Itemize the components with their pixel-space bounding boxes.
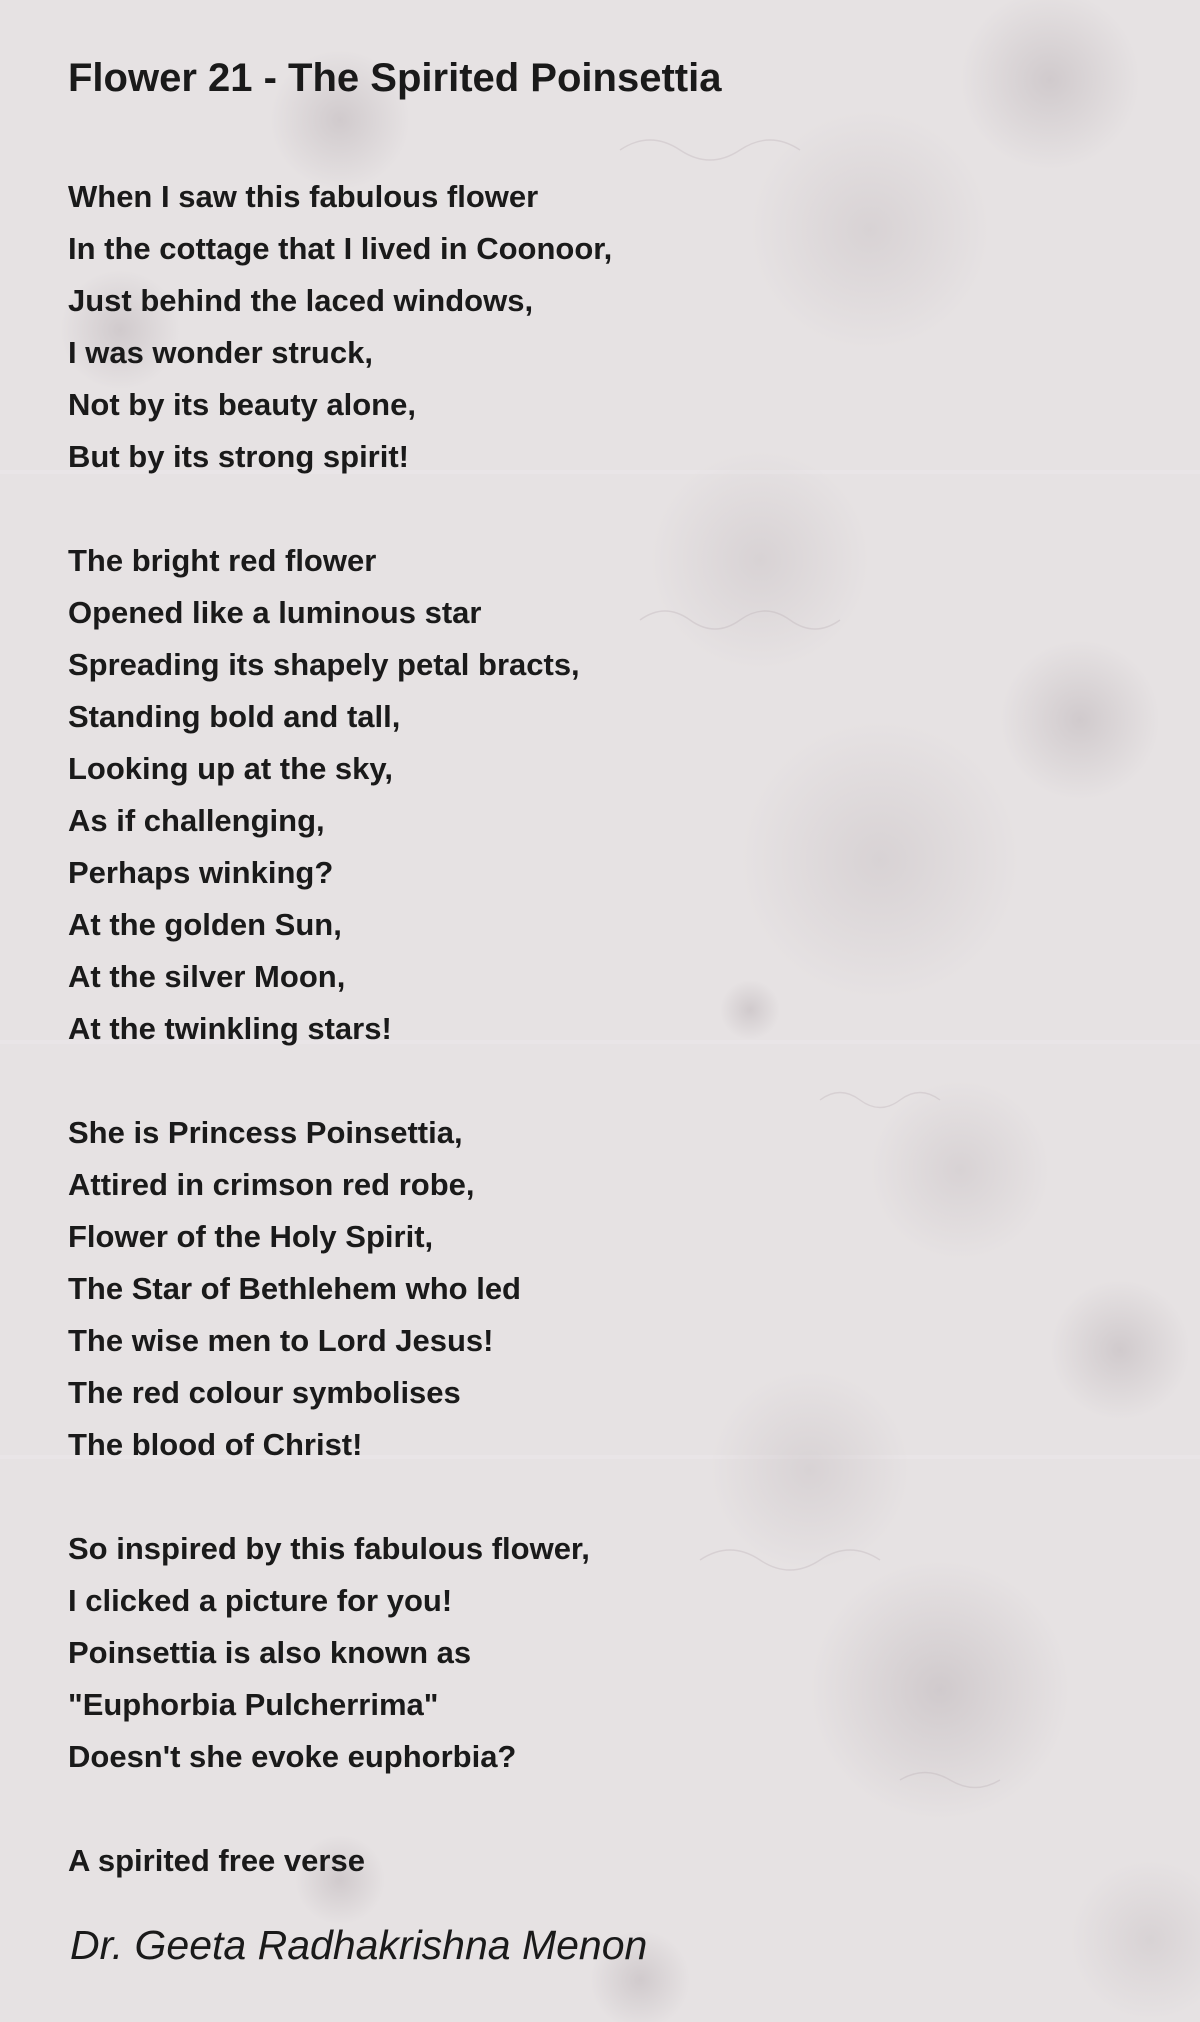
stanza	[68, 1835, 1148, 1887]
poem-line: The red colour symbolises	[68, 1375, 461, 1410]
poem-line: Opened like a luminous star	[68, 595, 482, 630]
stanza	[68, 1107, 1148, 1471]
poem-title: Flower 21 - The Spirited Poinsettia	[68, 56, 722, 100]
poem-line: The blood of Christ!	[68, 1427, 363, 1462]
poem-line: Just behind the laced windows,	[68, 283, 534, 318]
poem-line: So inspired by this fabulous flower,	[68, 1531, 590, 1566]
poem-line: Poinsettia is also known as	[68, 1635, 472, 1670]
poem-line: As if challenging,	[68, 803, 325, 838]
poem-line: But by its strong spirit!	[68, 439, 409, 474]
poem-line: Standing bold and tall,	[68, 699, 401, 734]
poem-container	[68, 52, 1148, 1939]
poem-line: At the silver Moon,	[68, 959, 346, 994]
poem-line: She is Princess Poinsettia,	[68, 1115, 463, 1150]
poem-body	[68, 171, 1148, 1887]
poem-line: The Star of Bethlehem who led	[68, 1271, 521, 1306]
poem-line: A spirited free verse	[68, 1843, 365, 1878]
poem-line: When I saw this fabulous flower	[68, 179, 539, 214]
poem-line: At the twinkling stars!	[68, 1011, 392, 1046]
poem-line: Spreading its shapely petal bracts,	[68, 647, 580, 682]
poem-line: Looking up at the sky,	[68, 751, 393, 786]
poem-line: "Euphorbia Pulcherrima"	[68, 1687, 439, 1722]
stanza	[68, 171, 1148, 483]
author-name: Dr. Geeta Radhakrishna Menon	[70, 1922, 648, 1968]
poem-line: The wise men to Lord Jesus!	[68, 1323, 494, 1358]
poem-line: In the cottage that I lived in Coonoor,	[68, 231, 613, 266]
poem-line: The bright red flower	[68, 543, 377, 578]
poem-line: Doesn't she evoke euphorbia?	[68, 1739, 517, 1774]
poem-line: I was wonder struck,	[68, 335, 373, 370]
poem-line: Flower of the Holy Spirit,	[68, 1219, 434, 1254]
poem-line: Not by its beauty alone,	[68, 387, 416, 422]
poem-line: Attired in crimson red robe,	[68, 1167, 475, 1202]
stanza	[68, 1523, 1148, 1783]
stanza	[68, 535, 1148, 1055]
poem-line: Perhaps winking?	[68, 855, 334, 890]
poem-line: At the golden Sun,	[68, 907, 342, 942]
poem-line: I clicked a picture for you!	[68, 1583, 453, 1618]
